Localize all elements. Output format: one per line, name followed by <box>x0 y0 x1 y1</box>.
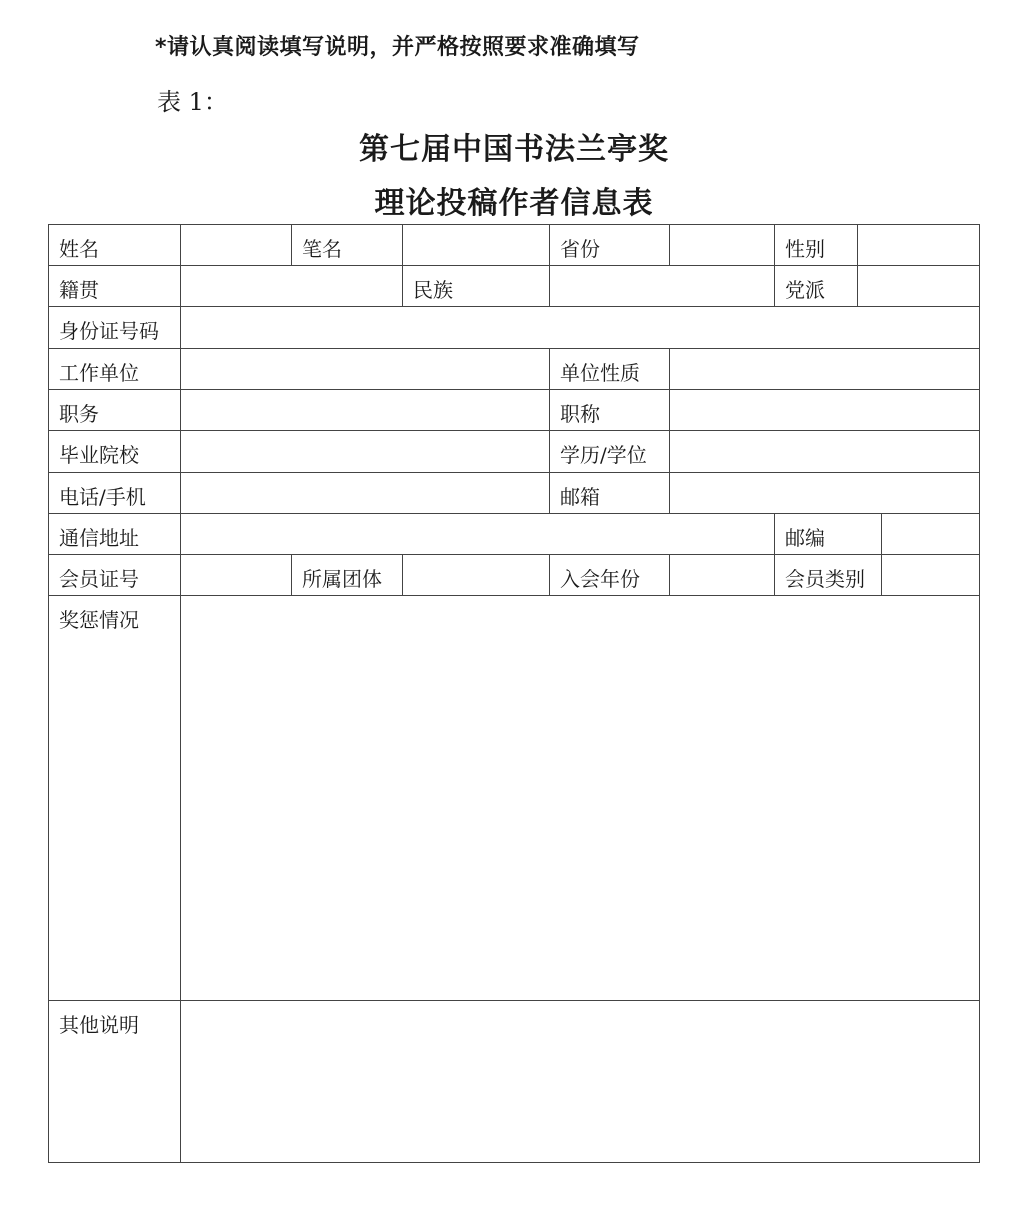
field-organization[interactable] <box>402 554 549 595</box>
label-employer-type: 单位性质 <box>549 348 669 389</box>
label-pen-name: 笔名 <box>291 224 402 265</box>
field-employer-type[interactable] <box>669 348 980 389</box>
label-education: 学历/学位 <box>549 430 669 472</box>
label-awards: 奖惩情况 <box>48 595 180 1000</box>
label-ethnicity: 民族 <box>402 265 549 306</box>
label-other-notes: 其他说明 <box>48 1000 180 1162</box>
field-phone[interactable] <box>180 472 549 513</box>
field-awards[interactable] <box>180 595 980 1000</box>
label-gender: 性别 <box>774 224 857 265</box>
label-member-category: 会员类别 <box>774 554 881 595</box>
label-organization: 所属团体 <box>291 554 402 595</box>
label-native-place: 籍贯 <box>48 265 180 306</box>
field-address[interactable] <box>180 513 774 554</box>
field-name[interactable] <box>180 224 291 265</box>
label-phone: 电话/手机 <box>48 472 180 513</box>
field-email[interactable] <box>669 472 980 513</box>
field-native-place[interactable] <box>180 265 402 306</box>
field-party[interactable] <box>857 265 980 306</box>
field-id-number[interactable] <box>180 306 980 348</box>
field-member-id[interactable] <box>180 554 291 595</box>
field-member-category[interactable] <box>881 554 980 595</box>
field-postcode[interactable] <box>881 513 980 554</box>
field-professional-title[interactable] <box>669 389 980 430</box>
label-address: 通信地址 <box>48 513 180 554</box>
label-province: 省份 <box>549 224 669 265</box>
fill-instructions-notice: *请认真阅读填写说明，并严格按照要求准确填写 <box>155 35 640 60</box>
label-member-id: 会员证号 <box>48 554 180 595</box>
field-other-notes[interactable] <box>180 1000 980 1162</box>
table-label: 表 1： <box>157 88 228 116</box>
field-pen-name[interactable] <box>402 224 549 265</box>
field-school[interactable] <box>180 430 549 472</box>
label-employer: 工作单位 <box>48 348 180 389</box>
label-school: 毕业院校 <box>48 430 180 472</box>
field-gender[interactable] <box>857 224 980 265</box>
field-employer[interactable] <box>180 348 549 389</box>
label-party: 党派 <box>774 265 857 306</box>
field-education[interactable] <box>669 430 980 472</box>
field-ethnicity[interactable] <box>549 265 774 306</box>
form-title-line2: 理论投稿作者信息表 <box>374 186 654 221</box>
label-professional-title: 职称 <box>549 389 669 430</box>
label-postcode: 邮编 <box>774 513 881 554</box>
label-position: 职务 <box>48 389 180 430</box>
label-email: 邮箱 <box>549 472 669 513</box>
form-title-line1: 第七届中国书法兰亭奖 <box>359 132 669 167</box>
label-name: 姓名 <box>48 224 180 265</box>
label-join-year: 入会年份 <box>549 554 669 595</box>
field-join-year[interactable] <box>669 554 774 595</box>
field-position[interactable] <box>180 389 549 430</box>
field-province[interactable] <box>669 224 774 265</box>
label-id-number: 身份证号码 <box>48 306 180 348</box>
